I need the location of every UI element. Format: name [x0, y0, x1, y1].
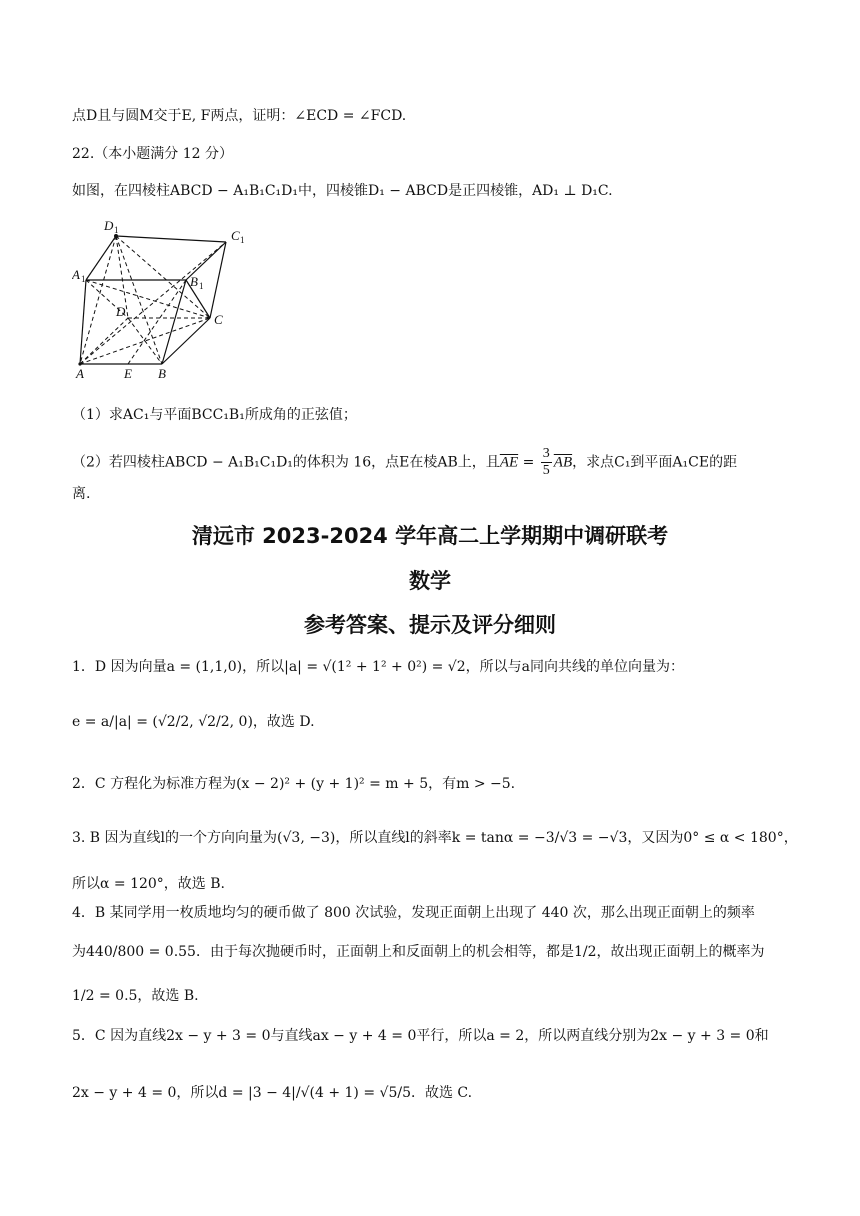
answer-1-line-1 [72, 657, 794, 677]
answer-4-line-2 [72, 942, 794, 962]
q22-header-text: 22.（本小题满分 12 分） [72, 146, 233, 162]
answer-3-line-2 [72, 874, 794, 894]
subject-title: 数学 [409, 569, 451, 593]
prev-question-line [72, 106, 794, 126]
label-C1: C [231, 228, 240, 243]
answer-1-text-2: e = a/|a| = (√2/2, √2/2, 0)，故选 D. [72, 714, 315, 730]
label-E: E [124, 366, 132, 381]
label-B: B [158, 366, 166, 381]
answer-5-line-1 [72, 1026, 794, 1046]
label-D: D [116, 304, 126, 319]
answer-2-text: 2．C 方程化为标准方程为(x − 2)² + (y + 1)² = m + 5，有m > −5. [72, 776, 516, 792]
label-B1-sub: 1 [199, 281, 204, 291]
q22-part1-text: （1）求AC₁与平面BCC₁B₁所成角的正弦值； [72, 407, 357, 423]
label-A: A [76, 366, 84, 381]
answer-3-line-1 [72, 828, 798, 848]
q22-part2-text-a: （2）若四棱柱ABCD − A₁B₁C₁D₁的体积为 16，点E在棱AB上，且 [72, 454, 500, 471]
answer-5-line-2 [72, 1083, 794, 1103]
label-A1-sub: 1 [81, 274, 86, 284]
answer-4-line-1 [72, 903, 794, 923]
answer-4-line-3 [72, 986, 794, 1006]
answer-5-text-2: 2x − y + 4 = 0，所以d = |3 − 4|/√(4 + 1) = √5/5．故选 C. [72, 1085, 473, 1101]
q22-part2-text-b: ，求点C₁到平面A₁CE的距 [572, 454, 738, 471]
answer-3-text-1: 3. B 因为直线l的一个方向向量为(√3, −3)，所以直线l的斜率k = tanα = −3/√3 = −√3，又因为0° ≤ α < 180°， [72, 830, 798, 846]
label-C: C [214, 312, 223, 327]
answer-2 [72, 774, 794, 794]
label-D1-sub: 1 [114, 225, 119, 235]
q22-part2-fraction [541, 446, 552, 479]
answer-4-text-2: 为440/800 = 0.55．由于每次抛硬币时，正面朝上和反面朝上的机会相等，都是1/2，故出现正面朝上的概率为 [72, 944, 765, 960]
fraction-denominator: 5 [542, 463, 550, 478]
prism-figure [72, 214, 252, 384]
q22-stem-text: 如图，在四棱柱ABCD − A₁B₁C₁D₁中，四棱锥D₁ − ABCD是正四棱锥，AD₁ ⊥ D₁C. [72, 183, 613, 199]
label-B1: B [190, 274, 198, 289]
answer-4-text-3: 1/2 = 0.5，故选 B. [72, 988, 199, 1004]
q22-stem [72, 181, 794, 201]
answer-1-text-1: 1．D 因为向量a = (1,1,0)，所以|a| = √(1² + 1² + 0²) = √2，所以与a同向共线的单位向量为： [72, 659, 684, 675]
q22-part2-text-c: 离. [72, 486, 91, 502]
prev-question-text: 点D且与圆M交于E, F两点，证明：∠ECD = ∠FCD. [72, 108, 407, 124]
q22-header [72, 144, 794, 164]
answer-5-text-1: 5．C 因为直线2x − y + 3 = 0与直线ax − y + 4 = 0平行，所以a = 2，所以两直线分别为2x − y + 3 = 0和 [72, 1028, 769, 1044]
q22-part1 [72, 405, 794, 425]
fraction-numerator: 3 [542, 446, 550, 461]
label-C1-sub: 1 [240, 235, 245, 245]
answer-1-line-2 [72, 712, 794, 732]
answer-4-text-1: 4．B 某同学用一枚质地均匀的硬币做了 800 次试验，发现正面朝上出现了 440 次，那么出现正面朝上的频率 [72, 905, 755, 921]
q22-part2-line2 [72, 484, 794, 504]
answer-3-text-2: 所以α = 120°，故选 B. [72, 876, 225, 892]
answers-title: 参考答案、提示及评分细则 [304, 613, 556, 637]
main-title: 清远市 2023-2024 学年高二上学期期中调研联考 [191, 524, 669, 548]
label-D1: D [104, 218, 114, 233]
label-A1: A [72, 267, 80, 282]
q22-part2-line1: （2）若四棱柱ABCD − A₁B₁C₁D₁的体积为 16，点E在棱AB上，且$\overline{AE}$ = $\frac{3}{5}$ $\overline{AB}$，求点C₁到平面A₁CE的距 [72, 446, 738, 478]
